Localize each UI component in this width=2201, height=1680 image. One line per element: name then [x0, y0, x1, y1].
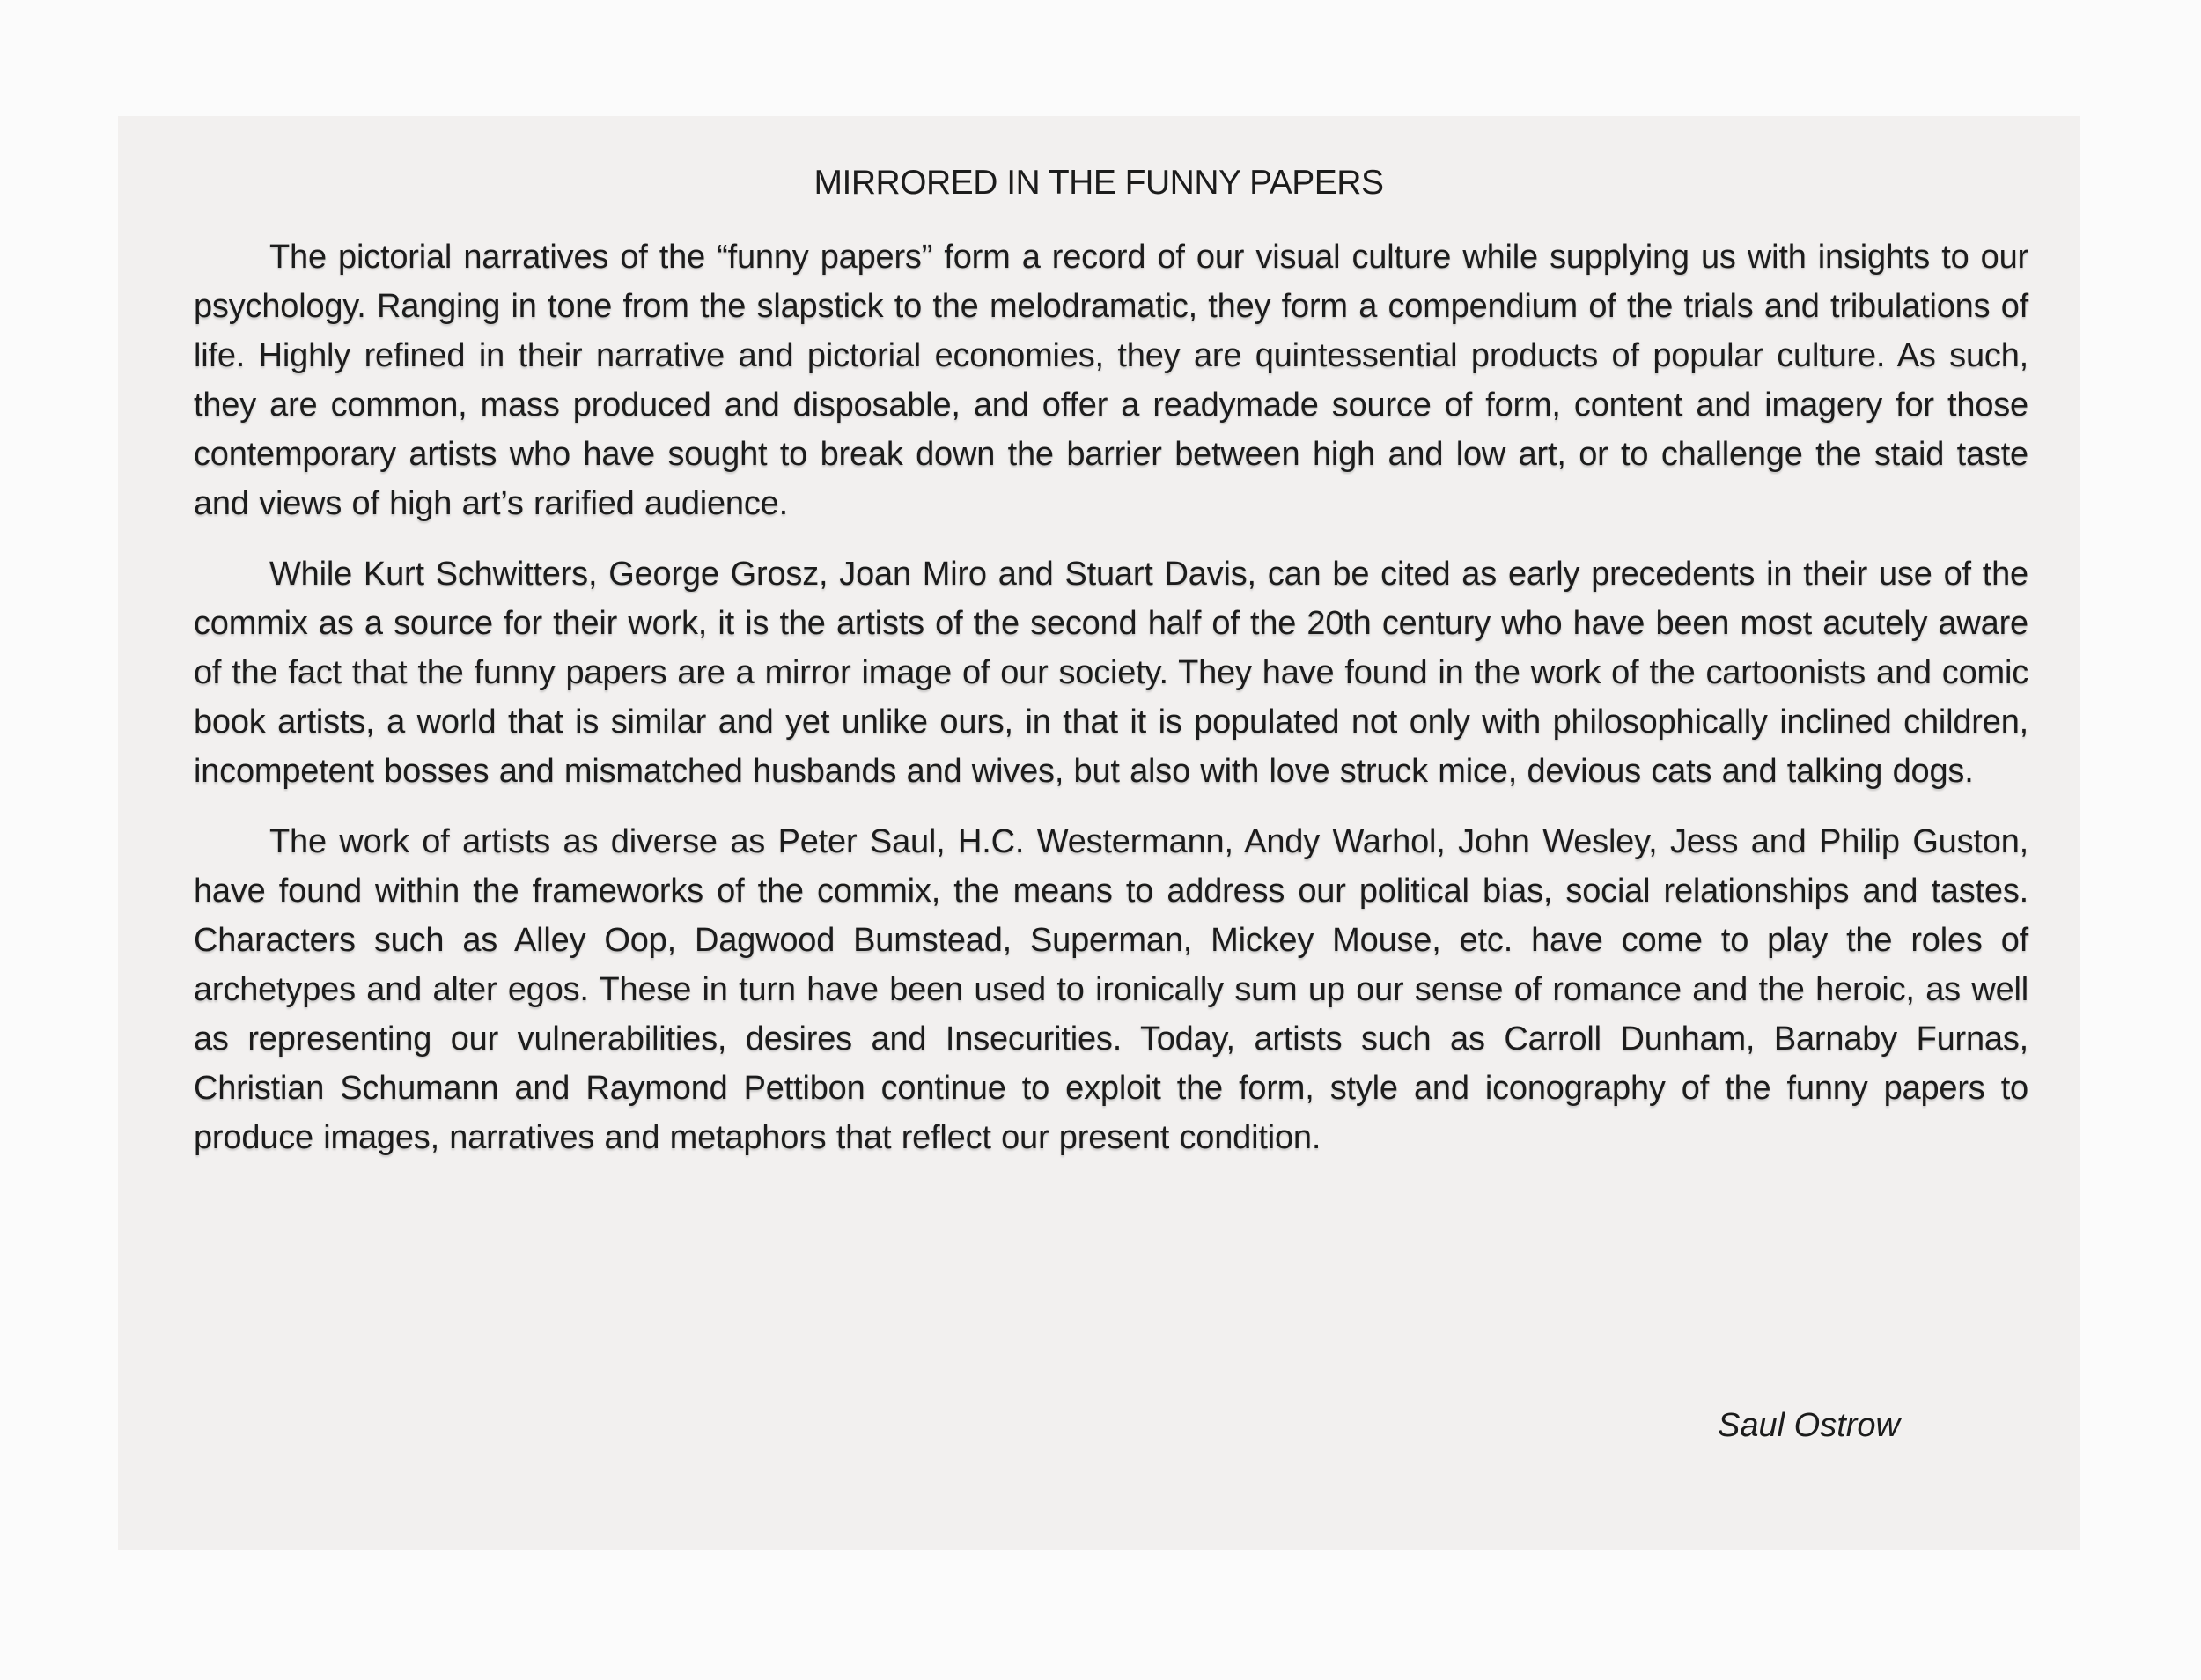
- document-title: MIRRORED IN THE FUNNY PAPERS: [813, 164, 1384, 202]
- document-page: [118, 116, 2080, 1550]
- author-signature: Saul Ostrow: [1718, 1407, 1900, 1444]
- paragraph-2: While Kurt Schwitters, George Grosz, Joan Miro and Stuart Davis, can be cited as early precedents in their use of the commix as a source for their work, it is the artists of the second half of the 20th century who have been most acutely aware of the fact that the funny papers are a mirror image of our society. They have found in the work of the cartoonists and comic book artists, a world that is similar and yet unlike ours, in that it is populated not only with philosophically inclined children, incompetent bosses and mismatched husbands and wives, but also with love struck mice, devious cats and talking dogs.: [194, 556, 2028, 790]
- paragraph-1: The pictorial narratives of the “funny papers” form a record of our visual culture while supplying us with insights to our psychology. Ranging in tone from the slapstick to the melodramatic, they form a compendium of the trials and tribulations of life. Highly refined in their narrative and pictorial economies, they are quintessential products of popular culture. As such, they are common, mass produced and disposable, and offer a readymade source of form, content and imagery for those contemporary artists who have sought to break down the barrier between high and low art, or to challenge the staid taste and views of high art’s rarified audience.: [194, 239, 2028, 522]
- paragraph-3: The work of artists as diverse as Peter Saul, H.C. Westermann, Andy Warhol, John Wesley, Jess and Philip Guston, have found within the frameworks of the commix, the means to address our political bias, social relationships and tastes. Characters such as Alley Oop, Dagwood Bumstead, Superman, Mickey Mouse, etc. have come to play the roles of archetypes and alter egos. These in turn have been used to ironically sum up our sense of romance and the heroic, as well as representing our vulnerabilities, desires and Insecurities. Today, artists such as Carroll Dunham, Barnaby Furnas, Christian Schumann and Raymond Pettibon continue to exploit the form, style and iconography of the funny papers to produce images, narratives and metaphors that reflect our present condition.: [194, 823, 2028, 1156]
- document-body: [194, 232, 2028, 1183]
